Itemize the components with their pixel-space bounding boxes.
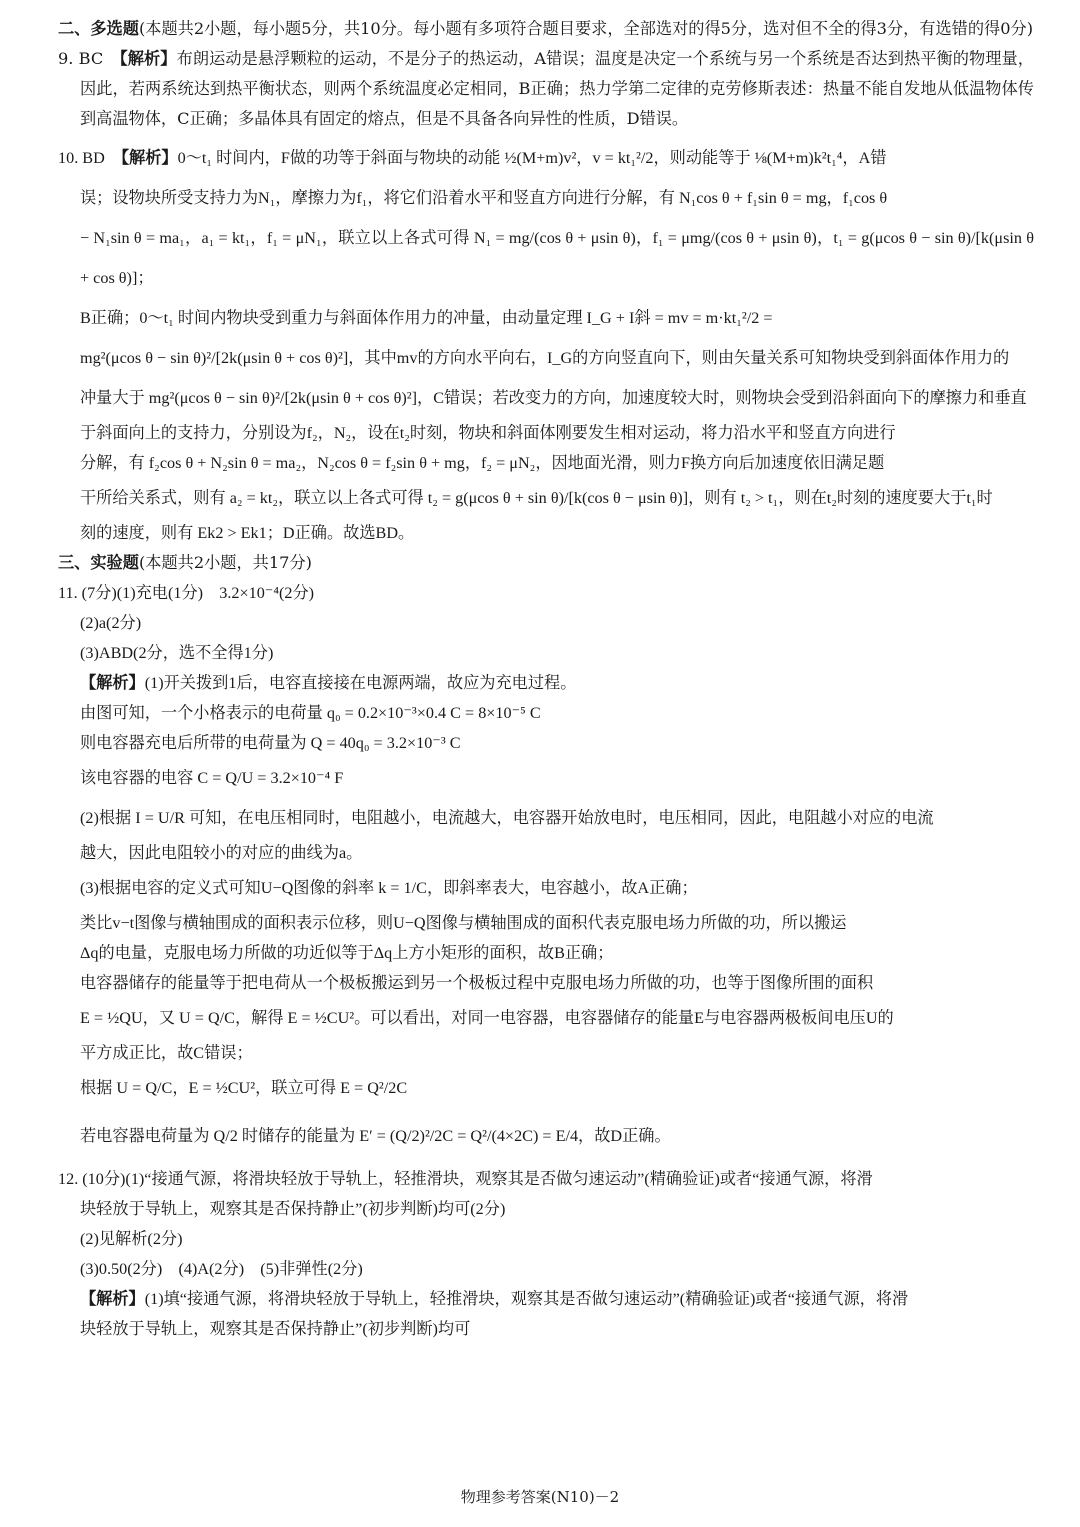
q10-line-8: 分解，有 f₂cos θ + N₂sin θ = ma₂，N₂cos θ = f₂sin θ + mg，f₂ = μN₂，因地面光滑，则力F换方向后加速度依旧满足题 bbox=[80, 454, 885, 472]
page-footer: 物理参考答案(N10)－2 bbox=[460, 1488, 620, 1506]
q12-answer-3: (2)见解析(2分) bbox=[80, 1230, 183, 1248]
q11-text-4: (1)开关拨到1后，电容直接接在电源两端，故应为充电过程。 bbox=[144, 674, 577, 692]
q10-line-1 bbox=[58, 138, 1034, 178]
q12-text-5: (1)填“接通气源，将滑块轻放于导轨上，轻推滑块，观察其是否做匀速运动”(精确验证)或者“接通气源，将滑 bbox=[144, 1290, 909, 1308]
q10-line-6: 冲量大于 mg²(μcos θ − sin θ)²/[2k(μsin θ + cos θ)²]，C错误；若改变力的方向，加速度较大时，则物块会受到沿斜面向下的摩擦力和垂直 bbox=[80, 389, 1027, 407]
q12-answer-1: 12. (10分)(1)“接通气源，将滑块轻放于导轨上，轻推滑块，观察其是否做匀速运动”(精确验证)或者“接通气源，将滑 bbox=[58, 1170, 873, 1188]
q11-line-7: 该电容器的电容 C = Q/U = 3.2×10⁻⁴ F bbox=[80, 769, 344, 787]
q10-line-7: 于斜面向上的支持力，分别设为f₂，N₂，设在t₂时刻，物块和斜面体刚要发生相对运动，将力沿水平和竖直方向进行 bbox=[80, 424, 896, 442]
question-12 bbox=[58, 1164, 1034, 1344]
q10-analysis-tag: 【解析】 bbox=[120, 149, 178, 167]
q9-analysis-tag: 【解析】 bbox=[119, 49, 177, 68]
q11-line-12: Δq的电量，克服电场力所做的功近似等于Δq上方小矩形的面积，故B正确； bbox=[80, 944, 614, 962]
q11-line-13: 电容器储存的能量等于把电荷从一个极板搬运到另一个极板过程中克服电场力所做的功，也等于图像所围的面积 bbox=[80, 974, 874, 992]
q10-text-1: 0～t₁ 时间内，F做的功等于斜面与物块的动能 ½(M+m)v²，v = kt₁²/2，则动能等于 ⅛(M+m)k²t₁⁴，A错 bbox=[177, 149, 887, 167]
q11-line-11: 类比v−t图像与横轴围成的面积表示位移，则U−Q图像与横轴围成的面积代表克服电场力所做的功，所以搬运 bbox=[80, 914, 847, 932]
section-2-heading bbox=[58, 14, 1034, 44]
q11-answer-1: 11. (7分)(1)充电(1分) 3.2×10⁻⁴(2分) bbox=[58, 584, 315, 602]
q11-line-10: (3)根据电容的定义式可知U−Q图像的斜率 k = 1/C，即斜率表大，电容越小，故A正确； bbox=[80, 879, 698, 897]
section-3-heading bbox=[58, 548, 1034, 578]
q11-line-8: (2)根据 I = U/R 可知，在电压相同时，电阻越小，电流越大，电容器开始放电时，电压相同，因此，电阻越小对应的电流 bbox=[80, 809, 934, 827]
q11-analysis-tag: 【解析】 bbox=[80, 674, 145, 692]
q11-answer-3: (3)ABD(2分，选不全得1分) bbox=[80, 644, 274, 662]
q10-line-5: mg²(μcos θ − sin θ)²/[2k(μsin θ + cos θ)²]，其中mv的方向水平向右，I_G的方向竖直向下，则由矢量关系可知物块受到斜面体作用力的 bbox=[80, 349, 1010, 367]
section-2-desc: (本题共2小题，每小题5分，共10分。每小题有多项符合题目要求，全部选对的得5分，选对但不全的得3分，有选错的得0分) bbox=[138, 19, 1034, 38]
q10-line-4: B正确；0～t₁ 时间内物块受到重力与斜面体作用力的冲量，由动量定理 I_G + I斜 = mv = m·kt₁²/2 = bbox=[80, 309, 773, 327]
q10-line-3: − N₁sin θ = ma₁，a₁ = kt₁，f₁ = μN₁，联立以上各式可得 N₁ = mg/(cos θ + μsin θ)，f₁ = μmg/(cos θ + μsin θ)，t₁ = g(μcos θ − sin θ)/[k(μsin θ + cos θ)]； bbox=[80, 229, 1034, 287]
question-11 bbox=[58, 578, 1034, 1164]
q12-analysis-1 bbox=[58, 1284, 1034, 1314]
section-3-desc: (本题共2小题，共17分) bbox=[138, 553, 312, 572]
q12-answer-2: 块轻放于导轨上，观察其是否保持静止”(初步判断)均可(2分) bbox=[80, 1200, 506, 1218]
q10-line-9: 干所给关系式，则有 a₂ = kt₂，联立以上各式可得 t₂ = g(μcos θ + sin θ)/[k(cos θ − μsin θ)]，则有 t₂ > t₁，则在t₂时刻的速度要大于t₁时 bbox=[80, 489, 993, 507]
q10-answer: 10. BD bbox=[58, 149, 105, 167]
section-3-title: 三、实验题 bbox=[58, 553, 139, 572]
q12-analysis-tag: 【解析】 bbox=[80, 1290, 145, 1308]
q11-analysis-1 bbox=[58, 668, 1034, 698]
q12-line-6: 块轻放于导轨上，观察其是否保持静止”(初步判断)均可 bbox=[80, 1320, 471, 1338]
section-2-title: 二、多选题 bbox=[58, 19, 139, 38]
q9-analysis-text: 布朗运动是悬浮颗粒的运动，不是分子的热运动，A错误；温度是决定一个系统与另一个系统是否达到热平衡的物理量，因此，若两系统达到热平衡状态，则两个系统温度必定相同，B正确；热力学第二定律的克劳修斯表述：热量不能自发地从低温物体传到高温物体，C正确；多晶体具有固定的熔点，但是不具备各向异性的性质，D错误。 bbox=[80, 49, 1034, 128]
q11-line-15: 平方成正比，故C错误； bbox=[80, 1044, 253, 1062]
q11-line-14: E = ½QU，又 U = Q/C，解得 E = ½CU²。可以看出，对同一电容器，电容器储存的能量E与电容器两极板间电压U的 bbox=[80, 1009, 894, 1027]
q11-line-16: 根据 U = Q/C，E = ½CU²，联立可得 E = Q²/2C bbox=[80, 1079, 408, 1097]
q10-line-2: 误；设物块所受支持力为N₁，摩擦力为f₁，将它们沿着水平和竖直方向进行分解，有 N₁cos θ + f₁sin θ = mg，f₁cos θ bbox=[80, 189, 888, 207]
question-9 bbox=[58, 44, 1034, 134]
q11-line-17: 若电容器电荷量为 Q/2 时储存的能量为 E′ = (Q/2)²/2C = Q²/(4×2C) = E/4，故D正确。 bbox=[80, 1127, 671, 1145]
q11-line-9: 越大，因此电阻较小的对应的曲线为a。 bbox=[80, 844, 363, 862]
q11-answer-2: (2)a(2分) bbox=[80, 614, 142, 632]
q9-answer: 9. BC bbox=[58, 49, 104, 68]
q12-answer-4: (3)0.50(2分) (4)A(2分) (5)非弹性(2分) bbox=[80, 1260, 363, 1278]
question-10 bbox=[58, 138, 1034, 548]
q11-line-6: 则电容器充电后所带的电荷量为 Q = 40q₀ = 3.2×10⁻³ C bbox=[80, 734, 461, 752]
q10-line-10: 刻的速度，则有 Ek2 > Ek1；D正确。故选BD。 bbox=[80, 524, 415, 542]
q11-line-5: 由图可知，一个小格表示的电荷量 q₀ = 0.2×10⁻³×0.4 C = 8×10⁻⁵ C bbox=[80, 704, 541, 722]
